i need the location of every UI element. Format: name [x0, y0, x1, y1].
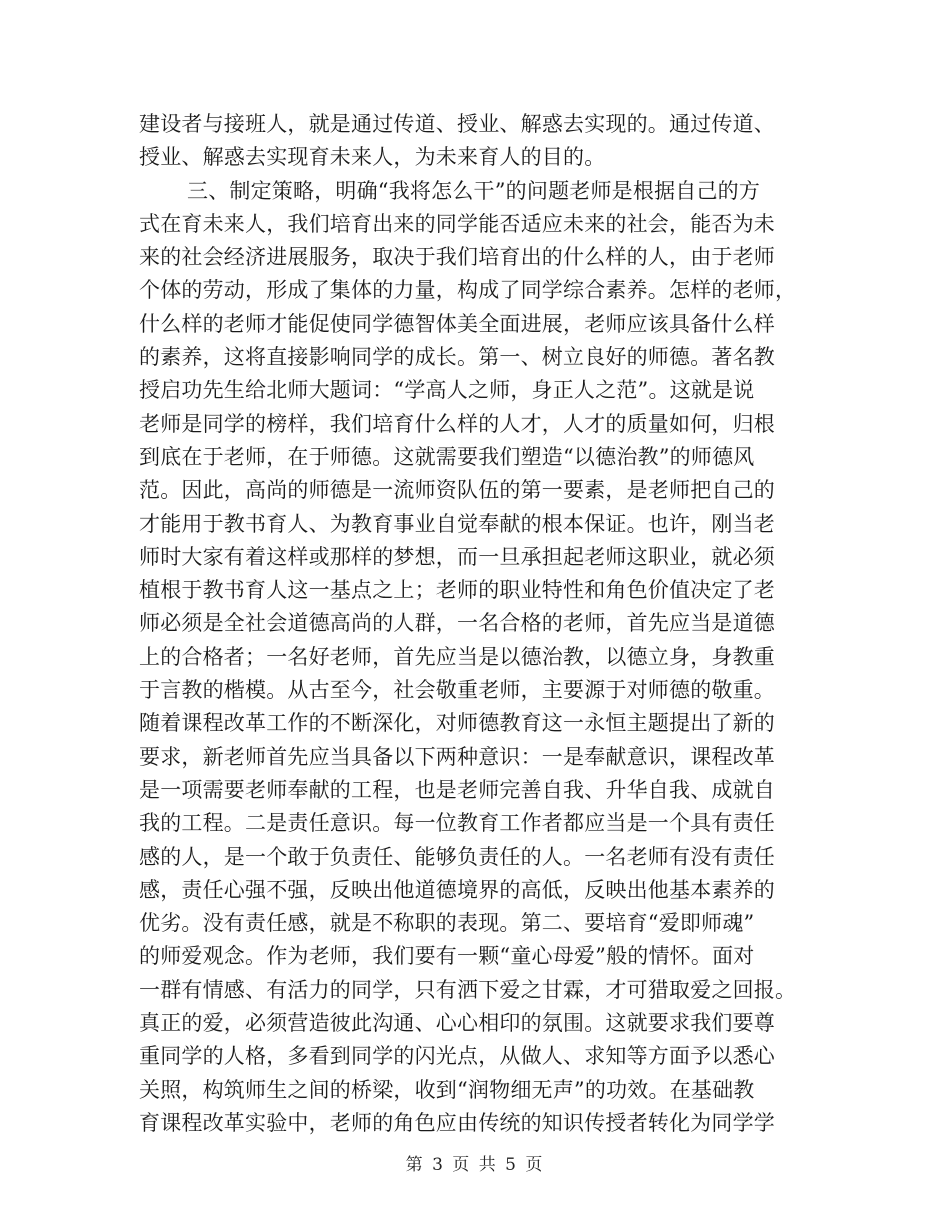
text-line: 感，责任心强不强，反映出他道德境界的高低，反映出他基本素养的 — [139, 877, 775, 902]
text-line: 什么样的老师才能促使同学德智体美全面进展，老师应该具备什么样 — [139, 311, 775, 336]
text-line: 真正的爱，必须营造彼此沟通、心心相印的氛围。这就要求我们要尊 — [139, 1011, 775, 1036]
document-body — [139, 108, 799, 1140]
text-line: 式在育未来人，我们培育出来的同学能否适应未来的社会，能否为未 — [139, 211, 775, 236]
text-line: 于言教的楷模。从古至今，社会敬重老师，主要源于对师德的敬重。 — [139, 678, 775, 703]
text-line: 感的人，是一个敢于负责任、能够负责任的人。一名老师有没有责任 — [139, 844, 775, 869]
text-line: 育课程改革实验中，老师的角色应由传统的知识传授者转化为同学学 — [139, 1110, 775, 1135]
text-line: 建设者与接班人，就是通过传道、授业、解惑去实现的。通过传道、 — [139, 112, 775, 136]
text-line: 授启功先生给北师大题词：“学高人之师，身正人之范”。这就是说 — [139, 378, 755, 403]
text-line: 随着课程改革工作的不断深化，对师德教育这一永恒主题提出了新的 — [139, 711, 775, 736]
text-line: 范。因此，高尚的师德是一流师资队伍的第一要素，是老师把自己的 — [139, 478, 775, 503]
text-line: 来的社会经济进展服务，取决于我们培育出的什么样的人，由于老师 — [139, 245, 775, 270]
text-line: 要求，新老师首先应当具备以下两种意识：一是奉献意识，课程改革 — [139, 744, 775, 769]
text-line: 师必须是全社会道德高尚的人群，一名合格的老师，首先应当是道德 — [139, 611, 775, 636]
section-heading-line: 三、制定策略，明确“我将怎么干”的问题老师是根据自己的方 — [187, 178, 761, 203]
text-line: 我的工程。二是责任意识。每一位教育工作者都应当是一个具有责任 — [139, 811, 775, 836]
text-line: 才能用于教书育人、为教育事业自觉奉献的根本保证。也许，刚当老 — [139, 511, 775, 536]
text-line: 的师爱观念。作为老师，我们要有一颗“童心母爱”般的情怀。面对 — [139, 944, 755, 969]
text-line: 师时大家有着这样或那样的梦想，而一旦承担起老师这职业，就必须 — [139, 544, 775, 569]
text-line: 老师是同学的榜样，我们培育什么样的人才，人才的质量如何，归根 — [139, 411, 775, 436]
text-line: 一群有情感、有活力的同学，只有洒下爱之甘霖，才可猎取爱之回报。 — [139, 977, 797, 1002]
text-line: 授业、解惑去实现育未来人，为未来育人的目的。 — [139, 145, 606, 170]
text-line: 植根于教书育人这一基点之上；老师的职业特性和角色价值决定了老 — [139, 578, 775, 603]
text-line: 关照，构筑师生之间的桥梁，收到“润物细无声”的功效。在基础教 — [139, 1077, 755, 1102]
text-line: 到底在于老师，在于师德。这就需要我们塑造“以德治教”的师德风 — [139, 444, 755, 469]
text-line: 个体的劳动，形成了集体的力量，构成了同学综合素养。怎样的老师， — [139, 278, 797, 303]
page-number-footer: 第 3 页 共 5 页 — [405, 1155, 545, 1175]
text-line: 重同学的人格，多看到同学的闪光点，从做人、求知等方面予以悉心 — [139, 1044, 775, 1069]
text-line: 是一项需要老师奉献的工程，也是老师完善自我、升华自我、成就自 — [139, 777, 775, 802]
text-line: 上的合格者；一名好老师，首先应当是以德治教，以德立身，身教重 — [139, 644, 775, 669]
text-line: 优劣。没有责任感，就是不称职的表现。第二、要培育“爱即师魂” — [139, 911, 755, 936]
text-line: 的素养，这将直接影响同学的成长。第一、树立良好的师德。著名教 — [139, 345, 775, 370]
